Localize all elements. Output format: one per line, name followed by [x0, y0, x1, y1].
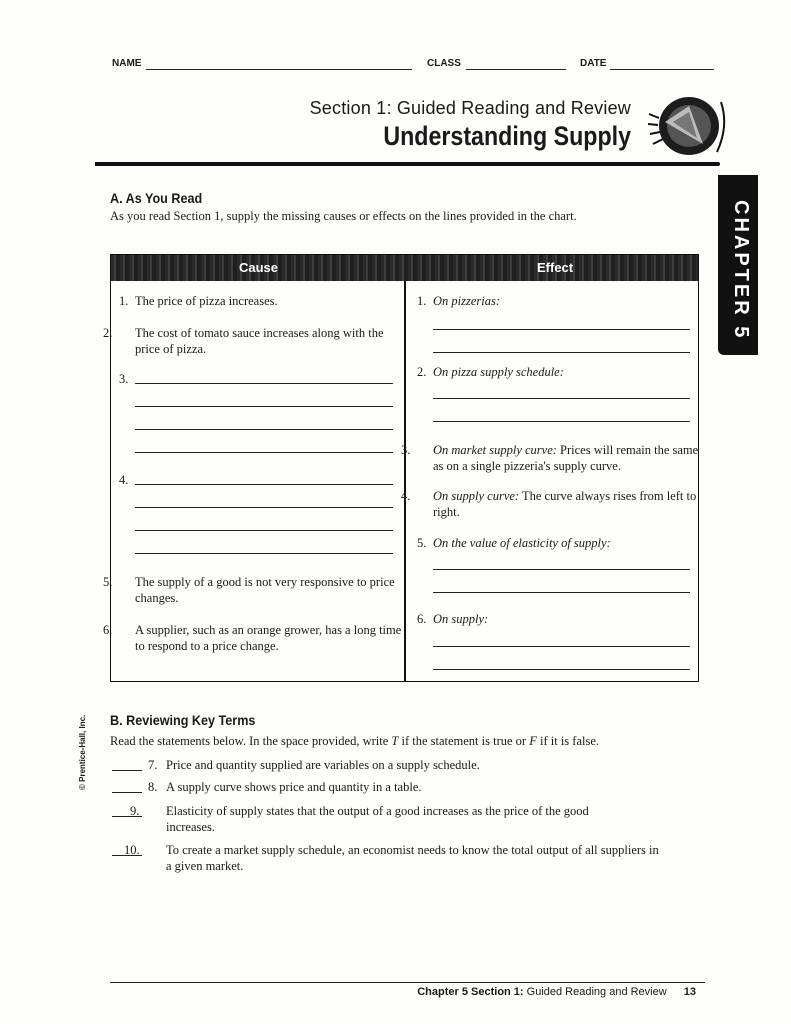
title-rule	[95, 162, 720, 166]
page-title: Understanding Supply	[383, 121, 631, 151]
item-text: Elasticity of supply states that the output of a good increases as the price of the good increases.	[166, 804, 589, 834]
instructions-text: if it is false.	[536, 734, 599, 748]
page-number: 13	[683, 986, 696, 998]
effect-item-5	[417, 535, 611, 551]
effect-label: On pizzerias:	[433, 294, 501, 308]
key-term-item-10	[124, 842, 662, 874]
effect-number: 5.	[417, 536, 427, 550]
cause-text: The supply of a good is not very responsive to price changes.	[135, 575, 395, 605]
true-marker: T	[391, 734, 399, 748]
item-number: 8.	[148, 780, 158, 794]
date-label: DATE	[580, 58, 607, 69]
footer-rule	[110, 982, 705, 983]
answer-blank-7[interactable]	[112, 770, 142, 771]
footer-chapter: Chapter 5 Section 1:	[417, 986, 524, 998]
cause-text: A supplier, such as an orange grower, has a long time to respond to a price change.	[135, 623, 402, 653]
cause-item-2	[103, 325, 410, 357]
effect-label: On market supply curve:	[433, 443, 557, 457]
section-b-instructions	[110, 734, 599, 749]
item-number: 9.	[130, 804, 140, 818]
effect-text: The curve always rises from left to right.	[433, 489, 697, 519]
section-a-heading: A. As You Read	[110, 190, 203, 206]
answer-blank-8[interactable]	[112, 792, 142, 793]
cause-number: 1.	[119, 294, 129, 308]
supply-emblem-icon	[645, 92, 727, 162]
effect-2-line-2[interactable]	[433, 421, 690, 422]
effect-item-3	[401, 442, 709, 474]
effect-column-header: Effect	[537, 260, 574, 275]
section-b-heading: B. Reviewing Key Terms	[110, 712, 256, 728]
section-title: Section 1: Guided Reading and Review	[309, 98, 631, 118]
effect-number: 1.	[417, 294, 427, 308]
effect-label: On pizza supply schedule:	[433, 365, 564, 379]
cause-3-line-1[interactable]	[135, 383, 393, 384]
name-field[interactable]	[146, 69, 412, 70]
effect-text: Prices will remain the same as on a single pizzeria's supply curve.	[433, 443, 699, 473]
effect-number: 3.	[401, 443, 411, 457]
cause-3-line-4[interactable]	[135, 452, 393, 453]
key-term-item-9	[130, 803, 636, 835]
effect-5-line-2[interactable]	[433, 592, 690, 593]
cause-3-line-3[interactable]	[135, 429, 393, 430]
cause-4-line-4[interactable]	[135, 553, 393, 554]
name-label: NAME	[112, 58, 142, 69]
item-text: Price and quantity supplied are variables on a supply schedule.	[166, 758, 480, 772]
cause-4-line-3[interactable]	[135, 530, 393, 531]
effect-number: 6.	[417, 612, 427, 626]
instructions-text: if the statement is true or	[398, 734, 530, 748]
cause-item-6	[103, 622, 410, 654]
cause-number: 2.	[103, 326, 113, 340]
effect-2-line-1[interactable]	[433, 398, 690, 399]
instructions-text: Read the statements below. In the space provided, write	[110, 734, 392, 748]
cause-4-line-2[interactable]	[135, 507, 393, 508]
copyright-notice: © Prentice-Hall, Inc.	[78, 714, 87, 790]
cause-text: The price of pizza increases.	[135, 294, 278, 308]
effect-label: On supply curve:	[433, 489, 520, 503]
cause-item-1	[119, 293, 278, 309]
section-a-instructions: As you read Section 1, supply the missing causes or effects on the lines provided in the chart.	[110, 209, 577, 223]
item-text: A supply curve shows price and quantity in a table.	[166, 780, 422, 794]
effect-item-6	[417, 611, 488, 627]
effect-item-4	[401, 488, 709, 520]
cause-number-3: 3.	[119, 372, 129, 386]
cause-item-5	[103, 574, 410, 606]
false-marker: F	[529, 734, 537, 748]
effect-6-line-2[interactable]	[433, 669, 690, 670]
effect-item-2	[417, 364, 564, 380]
key-term-item-8	[148, 779, 422, 795]
class-field[interactable]	[466, 69, 566, 70]
cause-number: 5.	[103, 575, 113, 589]
cause-3-line-2[interactable]	[135, 406, 393, 407]
effect-6-line-1[interactable]	[433, 646, 690, 647]
class-label: CLASS	[427, 58, 461, 69]
chart-header-bar	[111, 255, 698, 281]
item-number: 10.	[124, 843, 140, 857]
chapter-tab-label: CHAPTER 5	[730, 200, 752, 341]
effect-item-1	[417, 293, 500, 309]
cause-number: 6.	[103, 623, 113, 637]
footer	[417, 986, 696, 998]
effect-5-line-1[interactable]	[433, 569, 690, 570]
key-term-item-7	[148, 757, 480, 773]
footer-section: Guided Reading and Review	[523, 986, 667, 998]
effect-number: 4.	[401, 489, 411, 503]
cause-4-line-1[interactable]	[135, 484, 393, 485]
cause-text: The cost of tomato sauce increases along with the price of pizza.	[135, 326, 384, 356]
date-field[interactable]	[610, 69, 714, 70]
item-number: 7.	[148, 758, 158, 772]
effect-number: 2.	[417, 365, 427, 379]
item-text: To create a market supply schedule, an economist needs to know the total output of all suppliers in a given market.	[166, 843, 659, 873]
effect-1-line-1[interactable]	[433, 329, 690, 330]
cause-column-header: Cause	[239, 260, 279, 275]
cause-number-4: 4.	[119, 473, 129, 487]
effect-label: On the value of elasticity of supply:	[433, 536, 611, 550]
effect-label: On supply:	[433, 612, 489, 626]
effect-1-line-2[interactable]	[433, 352, 690, 353]
